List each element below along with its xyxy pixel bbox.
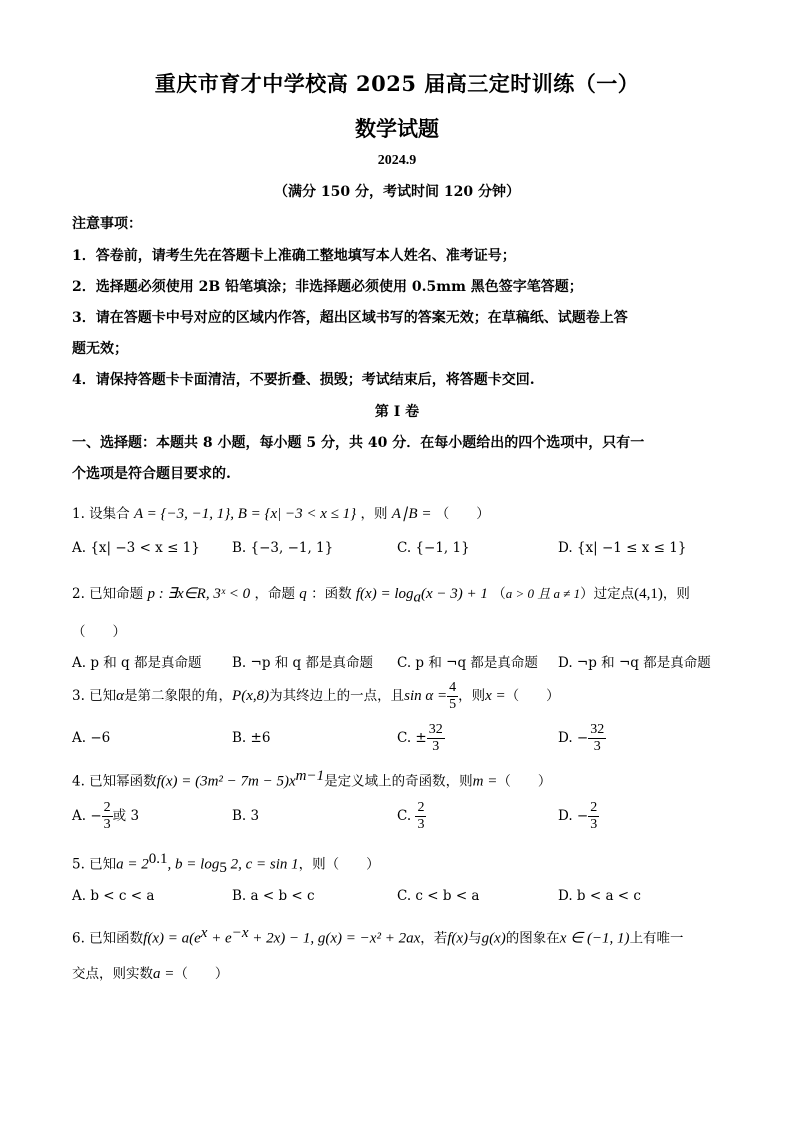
question-2: 2. 已知命题 p : ∃x∈R, 3ˣ < 0 ，命题 q ：函数 $f(x) = \log_a(x - 3) + 1$ （a > 0 且 a ≠ 1）过定点(4,1)，则 xyxy=(72,586,690,606)
volume-label: 第 I 卷 xyxy=(374,404,420,420)
note-item: 2．选择题必须使用 2B 铅笔填涂；非选择题必须使用 0.5mm 黑色签字笔答题； xyxy=(72,279,583,295)
question-3: 3. 已知α是第二象限的角，P(x,8)为其终边上的一点，且sin α = $\frac{4}{5}$ ，则x =（ ） xyxy=(72,680,560,712)
option-a: A. {x| −3 < x ≤ 1} xyxy=(72,540,200,556)
question-2-paren: （ ） xyxy=(72,624,126,640)
option-a: A. p 和 q 都是真命题 xyxy=(72,655,202,671)
note-item: 1．答卷前，请考生先在答题卡上准确工整地填写本人姓名、准考证号； xyxy=(72,248,516,264)
option-c: C. c < b < a xyxy=(397,888,480,904)
section-heading: 一、选择题：本题共 8 小题，每小题 5 分，共 40 分．在每小题给出的四个选项中，只有一 xyxy=(72,435,645,451)
exam-subject: 数学试题 xyxy=(355,116,439,141)
exam-score-time: （满分 150 分，考试时间 120 分钟） xyxy=(274,184,520,200)
exam-date: 2024.9 xyxy=(377,153,417,168)
option-b: B. a < b < c xyxy=(232,888,315,904)
option-c: C. {−1, 1} xyxy=(397,540,470,556)
option-a: A. −6 xyxy=(72,730,111,746)
option-d: D. − $\frac{2}{3}$ xyxy=(558,800,598,832)
option-d: D. ¬p 和 ¬q 都是真命题 xyxy=(558,655,711,671)
option-c: C. p 和 ¬q 都是真命题 xyxy=(397,655,538,671)
option-c: C. $\frac{2}{3}$ xyxy=(397,800,425,832)
option-d: D. {x| −1 ≤ x ≤ 1} xyxy=(558,540,687,556)
note-item: 3．请在答题卡中号对应的区域内作答，超出区域书写的答案无效；在草稿纸、试题卷上答 xyxy=(72,310,628,326)
notes-heading: 注意事项： xyxy=(72,216,142,232)
section-heading-cont: 个选项是符合题目要求的. xyxy=(72,466,231,482)
option-d: D. b < a < c xyxy=(558,888,641,904)
question-1: 1. 设集合 A = {−3, −1, 1}, B = {x| −3 < x ≤ 1} ，则 A∣B = （ ） xyxy=(72,506,490,522)
note-item: 4．请保持答题卡卡面清洁，不要折叠、损毁；考试结束后，将答题卡交回. xyxy=(72,372,535,388)
option-b: B. ¬p 和 q 都是真命题 xyxy=(232,655,373,671)
option-b: B. 3 xyxy=(232,808,260,824)
question-4: 4. 已知幂函数$f(x) = (3m^2 - 7m - 5)x^{m-1}$是定义域上的奇函数，则m =（ ） xyxy=(72,768,552,790)
exam-title: 重庆市育才中学校高 2025 届高三定时训练（一） xyxy=(154,71,640,96)
option-a: A. − $\frac{2}{3}$ 或 3 xyxy=(72,800,140,832)
option-d: D. − $\frac{32}{3}$ xyxy=(558,722,605,754)
question-6-cont: 交点，则实数a =（ ） xyxy=(72,966,229,982)
option-b: B. {−3, −1, 1} xyxy=(232,540,334,556)
fraction: $\frac{4}{5}$ xyxy=(449,680,457,712)
option-b: B. ±6 xyxy=(232,730,271,746)
option-a: A. b < c < a xyxy=(72,888,155,904)
note-item: 题无效； xyxy=(72,341,128,357)
option-c: C. ± $\frac{32}{3}$ xyxy=(397,722,443,754)
question-6: 6. 已知函数$f(x) = a(e^x + e^{-x} + 2x) - 1$, g(x) = −x² + 2ax，若f(x)与g(x)的图象在x ∈ (−1, 1)上有唯一 xyxy=(72,925,684,947)
question-5: 5. 已知$a = 2^{0.1}$, $b = \log_5 2$, c = sin 1，则（ ） xyxy=(72,851,380,877)
